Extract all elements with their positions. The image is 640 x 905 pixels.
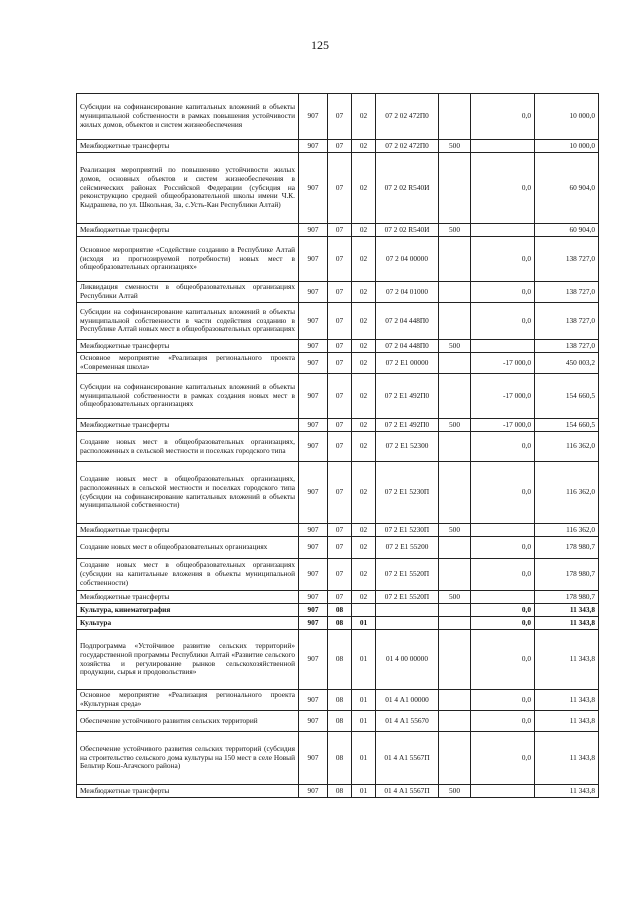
page-number: 125 xyxy=(311,38,329,52)
cell-rz: 07 xyxy=(328,94,352,140)
cell-pr: 02 xyxy=(352,559,376,591)
cell-pr: 02 xyxy=(352,524,376,537)
cell-vr xyxy=(439,630,471,690)
cell-pr: 02 xyxy=(352,591,376,604)
cell-csr xyxy=(376,604,439,617)
cell-name: Межбюджетные трансферты xyxy=(77,140,299,153)
cell-pr: 02 xyxy=(352,237,376,282)
cell-gr: 907 xyxy=(299,785,328,798)
cell-csr: 07 2 02 472П0 xyxy=(376,140,439,153)
cell-pr: 02 xyxy=(352,353,376,374)
cell-rz: 07 xyxy=(328,419,352,432)
cell-gr: 907 xyxy=(299,630,328,690)
table-row xyxy=(77,524,599,537)
cell-sum: 10 000,0 xyxy=(535,140,599,153)
table-row xyxy=(77,617,599,630)
cell-sum: 60 904,0 xyxy=(535,153,599,224)
cell-pr: 01 xyxy=(352,711,376,732)
cell-csr: 07 2 02 R540И xyxy=(376,153,439,224)
cell-gr: 907 xyxy=(299,94,328,140)
cell-sum: 450 003,2 xyxy=(535,353,599,374)
cell-sum: 11 343,8 xyxy=(535,630,599,690)
cell-vr: 500 xyxy=(439,140,471,153)
cell-gr: 907 xyxy=(299,711,328,732)
cell-gr: 907 xyxy=(299,604,328,617)
cell-name: Межбюджетные трансферты xyxy=(77,785,299,798)
cell-name: Межбюджетные трансферты xyxy=(77,591,299,604)
cell-csr: 07 2 Е1 52300 xyxy=(376,432,439,462)
cell-csr: 07 2 02 472П0 xyxy=(376,94,439,140)
cell-rz: 07 xyxy=(328,353,352,374)
cell-sum: 11 343,8 xyxy=(535,690,599,711)
cell-rz: 07 xyxy=(328,237,352,282)
cell-change: 0,0 xyxy=(471,153,535,224)
table-row xyxy=(77,591,599,604)
cell-name: Создание новых мест в общеобразовательных организациях, расположенных в сельской местности и поселках городского типа (субсидии на софинансирование капитальных вложений в объекты муниципальной собственности) xyxy=(77,462,299,524)
table-row xyxy=(77,690,599,711)
cell-csr: 07 2 Е1 5230П xyxy=(376,462,439,524)
cell-pr: 01 xyxy=(352,785,376,798)
cell-change: 0,0 xyxy=(471,604,535,617)
cell-rz: 07 xyxy=(328,559,352,591)
cell-vr xyxy=(439,282,471,303)
cell-vr: 500 xyxy=(439,785,471,798)
cell-csr: 07 2 Е1 5230П xyxy=(376,524,439,537)
cell-gr: 907 xyxy=(299,617,328,630)
cell-gr: 907 xyxy=(299,432,328,462)
cell-gr: 907 xyxy=(299,140,328,153)
cell-gr: 907 xyxy=(299,732,328,785)
cell-gr: 907 xyxy=(299,462,328,524)
cell-sum: 178 980,7 xyxy=(535,591,599,604)
cell-sum: 138 727,0 xyxy=(535,340,599,353)
cell-vr xyxy=(439,153,471,224)
cell-change: -17 000,0 xyxy=(471,419,535,432)
cell-name: Обеспечение устойчивого развития сельских территорий xyxy=(77,711,299,732)
cell-vr: 500 xyxy=(439,340,471,353)
cell-vr: 500 xyxy=(439,224,471,237)
cell-sum: 11 343,8 xyxy=(535,732,599,785)
cell-name: Межбюджетные трансферты xyxy=(77,224,299,237)
cell-vr xyxy=(439,559,471,591)
cell-sum: 178 980,7 xyxy=(535,559,599,591)
table-row xyxy=(77,237,599,282)
cell-vr xyxy=(439,237,471,282)
cell-csr: 01 4 А1 00000 xyxy=(376,690,439,711)
cell-sum: 11 343,8 xyxy=(535,711,599,732)
table-row xyxy=(77,604,599,617)
cell-sum: 10 000,0 xyxy=(535,94,599,140)
cell-change: -17 000,0 xyxy=(471,353,535,374)
cell-change: 0,0 xyxy=(471,282,535,303)
cell-csr: 07 2 Е1 492П0 xyxy=(376,374,439,419)
cell-pr: 02 xyxy=(352,303,376,340)
cell-name: Основное мероприятие «Содействие созданию в Республике Алтай (исходя из прогнозируемой потребности) новых мест в общеобразовательных организациях» xyxy=(77,237,299,282)
cell-name: Межбюджетные трансферты xyxy=(77,524,299,537)
cell-change xyxy=(471,224,535,237)
cell-csr: 07 2 02 R540И xyxy=(376,224,439,237)
cell-change xyxy=(471,785,535,798)
cell-rz: 08 xyxy=(328,732,352,785)
table-row xyxy=(77,224,599,237)
cell-rz: 07 xyxy=(328,224,352,237)
cell-sum: 60 904,0 xyxy=(535,224,599,237)
cell-rz: 07 xyxy=(328,374,352,419)
cell-sum: 116 362,0 xyxy=(535,462,599,524)
cell-sum: 116 362,0 xyxy=(535,524,599,537)
cell-csr: 01 4 А1 5567П xyxy=(376,732,439,785)
cell-pr: 02 xyxy=(352,462,376,524)
cell-change: 0,0 xyxy=(471,237,535,282)
cell-sum: 11 343,8 xyxy=(535,785,599,798)
cell-vr: 500 xyxy=(439,419,471,432)
cell-rz: 08 xyxy=(328,617,352,630)
cell-name: Создание новых мест в общеобразовательных организациях xyxy=(77,537,299,559)
cell-csr: 01 4 А1 5567П xyxy=(376,785,439,798)
cell-rz: 07 xyxy=(328,524,352,537)
cell-change: -17 000,0 xyxy=(471,374,535,419)
cell-pr: 01 xyxy=(352,732,376,785)
cell-csr: 07 2 Е1 492П0 xyxy=(376,419,439,432)
cell-rz: 07 xyxy=(328,140,352,153)
table-row xyxy=(77,153,599,224)
table-row xyxy=(77,94,599,140)
cell-sum: 154 660,5 xyxy=(535,419,599,432)
cell-rz: 07 xyxy=(328,282,352,303)
table-row xyxy=(77,140,599,153)
cell-rz: 08 xyxy=(328,785,352,798)
cell-name: Субсидии на софинансирование капитальных вложений в объекты муниципальной собственности в рамках повышения устойчивости жилых домов, объектов и систем жизнеобеспечения xyxy=(77,94,299,140)
cell-sum: 138 727,0 xyxy=(535,282,599,303)
cell-csr: 01 4 А1 55670 xyxy=(376,711,439,732)
cell-pr: 02 xyxy=(352,432,376,462)
cell-gr: 907 xyxy=(299,419,328,432)
cell-name: Субсидии на софинансирование капитальных вложений в объекты муниципальной собственности в рамках создания новых мест в общеобразовательных организациях xyxy=(77,374,299,419)
table-row xyxy=(77,630,599,690)
cell-rz: 08 xyxy=(328,630,352,690)
cell-gr: 907 xyxy=(299,690,328,711)
cell-pr xyxy=(352,604,376,617)
cell-gr: 907 xyxy=(299,282,328,303)
table-row xyxy=(77,432,599,462)
cell-change: 0,0 xyxy=(471,559,535,591)
cell-name: Основное мероприятие «Реализация регионального проекта «Культурная среда» xyxy=(77,690,299,711)
table-row xyxy=(77,732,599,785)
cell-change: 0,0 xyxy=(471,94,535,140)
cell-sum: 154 660,5 xyxy=(535,374,599,419)
table-row xyxy=(77,353,599,374)
cell-vr xyxy=(439,94,471,140)
cell-csr: 07 2 04 01000 xyxy=(376,282,439,303)
cell-change: 0,0 xyxy=(471,630,535,690)
cell-vr xyxy=(439,617,471,630)
cell-sum: 178 980,7 xyxy=(535,537,599,559)
cell-csr: 01 4 00 00000 xyxy=(376,630,439,690)
cell-name: Культура xyxy=(77,617,299,630)
cell-change: 0,0 xyxy=(471,617,535,630)
cell-pr: 01 xyxy=(352,617,376,630)
cell-pr: 02 xyxy=(352,153,376,224)
cell-vr: 500 xyxy=(439,524,471,537)
cell-vr xyxy=(439,462,471,524)
cell-rz: 07 xyxy=(328,432,352,462)
cell-name: Реализация мероприятий по повышению устойчивости жилых домов, основных объектов и систем жизнеобеспечения в сейсмических районах Российской Федерации (субсидия на реконструкцию средней общеобразовательной школы имени Ч.К. Кыдрашева, по ул. Школьная, 3а, с.Усть-Кан Республики Алтай) xyxy=(77,153,299,224)
cell-vr: 500 xyxy=(439,591,471,604)
cell-name: Подпрограмма «Устойчивое развитие сельских территорий» государственной программы Республики Алтай «Развитие сельского хозяйства и регулирование рынков сельскохозяйственной продукции, сырья и продовольствия» xyxy=(77,630,299,690)
table-row xyxy=(77,340,599,353)
cell-name: Обеспечение устойчивого развития сельских территорий (субсидия на строительство сельского дома культуры на 150 мест в селе Новый Бельтир Кош-Агачского района) xyxy=(77,732,299,785)
cell-pr: 02 xyxy=(352,340,376,353)
cell-rz: 07 xyxy=(328,303,352,340)
cell-gr: 907 xyxy=(299,537,328,559)
cell-gr: 907 xyxy=(299,524,328,537)
cell-pr: 02 xyxy=(352,374,376,419)
cell-csr: 07 2 Е1 55200 xyxy=(376,537,439,559)
cell-change: 0,0 xyxy=(471,303,535,340)
cell-rz: 07 xyxy=(328,340,352,353)
cell-name: Межбюджетные трансферты xyxy=(77,419,299,432)
cell-vr xyxy=(439,432,471,462)
cell-change: 0,0 xyxy=(471,690,535,711)
table-row xyxy=(77,711,599,732)
cell-name: Культура, кинематография xyxy=(77,604,299,617)
cell-name: Основное мероприятие «Реализация регионального проекта «Современная школа» xyxy=(77,353,299,374)
cell-gr: 907 xyxy=(299,237,328,282)
cell-gr: 907 xyxy=(299,303,328,340)
cell-sum: 138 727,0 xyxy=(535,237,599,282)
cell-rz: 07 xyxy=(328,153,352,224)
cell-change: 0,0 xyxy=(471,711,535,732)
cell-vr xyxy=(439,690,471,711)
budget-table xyxy=(76,93,599,798)
cell-vr xyxy=(439,711,471,732)
cell-gr: 907 xyxy=(299,153,328,224)
table-row xyxy=(77,537,599,559)
cell-pr: 01 xyxy=(352,630,376,690)
cell-csr: 07 2 04 448П0 xyxy=(376,303,439,340)
cell-rz: 08 xyxy=(328,711,352,732)
table-row xyxy=(77,303,599,340)
table-row xyxy=(77,785,599,798)
cell-change xyxy=(471,591,535,604)
cell-vr xyxy=(439,537,471,559)
cell-name: Создание новых мест в общеобразовательных организациях, расположенных в сельской местности и поселках городского типа xyxy=(77,432,299,462)
cell-sum: 138 727,0 xyxy=(535,303,599,340)
cell-pr: 02 xyxy=(352,537,376,559)
cell-gr: 907 xyxy=(299,559,328,591)
cell-vr xyxy=(439,303,471,340)
cell-sum: 116 362,0 xyxy=(535,432,599,462)
cell-sum: 11 343,8 xyxy=(535,617,599,630)
cell-rz: 07 xyxy=(328,591,352,604)
cell-vr xyxy=(439,353,471,374)
cell-pr: 02 xyxy=(352,419,376,432)
cell-pr: 01 xyxy=(352,690,376,711)
cell-csr: 07 2 04 448П0 xyxy=(376,340,439,353)
cell-change: 0,0 xyxy=(471,732,535,785)
cell-change: 0,0 xyxy=(471,432,535,462)
cell-name: Субсидии на софинансирование капитальных вложений в объекты муниципальной собственности в части содействия созданию в Республике Алтай новых мест в общеобразовательных организациях xyxy=(77,303,299,340)
cell-csr: 07 2 Е1 5520П xyxy=(376,559,439,591)
cell-change xyxy=(471,524,535,537)
cell-vr xyxy=(439,732,471,785)
cell-name: Ликвидация сменности в общеобразовательных организациях Республики Алтай xyxy=(77,282,299,303)
cell-name: Межбюджетные трансферты xyxy=(77,340,299,353)
table-row xyxy=(77,282,599,303)
table-row xyxy=(77,559,599,591)
cell-vr xyxy=(439,604,471,617)
cell-gr: 907 xyxy=(299,353,328,374)
cell-gr: 907 xyxy=(299,591,328,604)
cell-csr: 07 2 04 00000 xyxy=(376,237,439,282)
cell-change xyxy=(471,140,535,153)
cell-csr: 07 2 Е1 5520П xyxy=(376,591,439,604)
cell-rz: 07 xyxy=(328,462,352,524)
cell-rz: 08 xyxy=(328,604,352,617)
cell-rz: 08 xyxy=(328,690,352,711)
cell-sum: 11 343,8 xyxy=(535,604,599,617)
cell-csr xyxy=(376,617,439,630)
cell-name: Создание новых мест в общеобразовательных организациях (субсидии на капитальные вложения в объекты муниципальной собственности) xyxy=(77,559,299,591)
cell-pr: 02 xyxy=(352,140,376,153)
cell-pr: 02 xyxy=(352,94,376,140)
cell-gr: 907 xyxy=(299,340,328,353)
cell-change: 0,0 xyxy=(471,462,535,524)
cell-vr xyxy=(439,374,471,419)
table-row xyxy=(77,419,599,432)
cell-change xyxy=(471,340,535,353)
cell-gr: 907 xyxy=(299,224,328,237)
table-row xyxy=(77,374,599,419)
cell-pr: 02 xyxy=(352,282,376,303)
table-row xyxy=(77,462,599,524)
cell-gr: 907 xyxy=(299,374,328,419)
cell-change: 0,0 xyxy=(471,537,535,559)
cell-pr: 02 xyxy=(352,224,376,237)
cell-csr: 07 2 Е1 00000 xyxy=(376,353,439,374)
cell-rz: 07 xyxy=(328,537,352,559)
